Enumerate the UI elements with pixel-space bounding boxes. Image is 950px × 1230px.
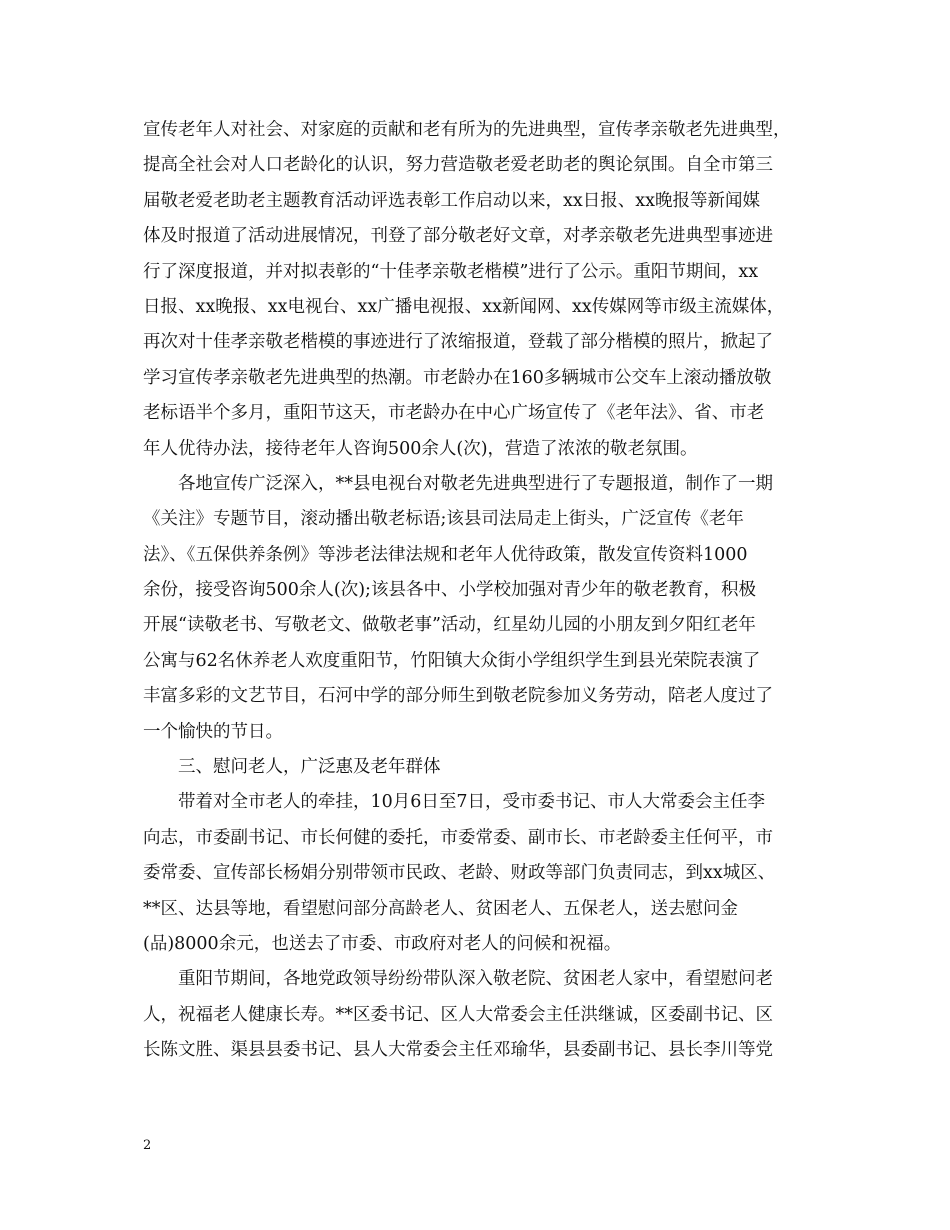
- text-line: 丰富多彩的文艺节目，石河中学的部分师生到敬老院参加义务劳动，陪老人度过了: [143, 686, 773, 707]
- text-line: 向志，市委副书记、市长何健的委托，市委常委、副市长、市老龄委主任何平，市: [143, 827, 773, 848]
- text-line: 日报、xx晚报、xx电视台、xx广播电视报、xx新闻网、xx传媒网等市级主流媒体，: [143, 296, 785, 317]
- text-line: 开展“读敬老书、写敬老文、做敬老事”活动，红星幼儿园的小朋友到夕阳红老年: [143, 615, 756, 636]
- text-line: 年人优待办法，接待老年人咨询500余人(次)，营造了浓浓的敬老氛围。: [143, 438, 698, 459]
- text-line: 带着对全市老人的牵挂，10月6日至7日，受市委书记、市人大常委会主任李: [178, 792, 766, 813]
- page-number: 2: [143, 1138, 152, 1153]
- paragraph: [143, 467, 823, 750]
- paragraph: [143, 962, 823, 1068]
- paragraph: [143, 785, 823, 962]
- text-line: 老标语半个多月，重阳节这天，市老龄办在中心广场宣传了《老年法》、省、市老: [143, 403, 765, 424]
- text-line: 公寓与62名休养老人欢度重阳节，竹阳镇大众街小学组织学生到县光荣院表演了: [143, 650, 761, 671]
- document-body: [143, 113, 823, 1069]
- text-line: 法》、《五保供养条例》等涉老法律法规和老年人优待政策，散发宣传资料1000: [143, 544, 748, 565]
- text-line: 体及时报道了活动进展情况，刊登了部分敬老好文章，对孝亲敬老先进典型事迹进: [143, 226, 773, 247]
- text-line: 余份，接受咨询500余人(次);该县各中、小学校加强对青少年的敬老教育，积极: [143, 580, 756, 601]
- text-line: 学习宣传孝亲敬老先进典型的热潮。市老龄办在160多辆城市公交车上滚动播放敬: [143, 367, 772, 388]
- paragraph: [143, 113, 823, 467]
- text-line: 提高全社会对人口老龄化的认识，努力营造敬老爱老助老的舆论氛围。自全市第三: [143, 155, 773, 176]
- text-line: 委常委、宣传部长杨娟分别带领市民政、老龄、财政等部门负责同志，到xx城区、: [143, 863, 776, 884]
- text-line: 人，祝福老人健康长寿。**区委书记、区人大常委会主任洪继诚，区委副书记、区: [143, 1004, 773, 1025]
- paragraph: [143, 750, 823, 785]
- text-line: 长陈文胜、渠县县委书记、县人大常委会主任邓瑜华，县委副书记、县长李川等党: [143, 1040, 773, 1061]
- text-line: 重阳节期间，各地党政领导纷纷带队深入敬老院、贫困老人家中，看望慰问老: [178, 969, 773, 990]
- text-line: 各地宣传广泛深入，**县电视台对敬老先进典型进行了专题报道，制作了一期: [178, 473, 773, 494]
- text-line: 届敬老爱老助老主题教育活动评选表彰工作启动以来，xx日报、xx晚报等新闻媒: [143, 190, 760, 211]
- text-line: 一个愉快的节日。: [143, 721, 283, 742]
- text-line: 再次对十佳孝亲敬老楷模的事迹进行了浓缩报道，登载了部分楷模的照片，掀起了: [143, 332, 773, 353]
- text-line: 行了深度报道，并对拟表彰的“十佳孝亲敬老楷模”进行了公示。重阳节期间，xx: [143, 261, 759, 282]
- text-line: 宣传老年人对社会、对家庭的贡献和老有所为的先进典型，宣传孝亲敬老先进典型，: [143, 120, 791, 140]
- text-line: 三、慰问老人，广泛惠及老年群体: [178, 757, 441, 778]
- text-line: **区、达县等地，看望慰问部分高龄老人、贫困老人、五保老人，送去慰问金: [143, 898, 738, 919]
- text-line: 《关注》专题节目，滚动播出敬老标语;该县司法局走上街头，广泛宣传《老年: [143, 509, 744, 530]
- text-line: (品)8000余元，也送去了市委、市政府对老人的问候和祝福。: [143, 933, 622, 954]
